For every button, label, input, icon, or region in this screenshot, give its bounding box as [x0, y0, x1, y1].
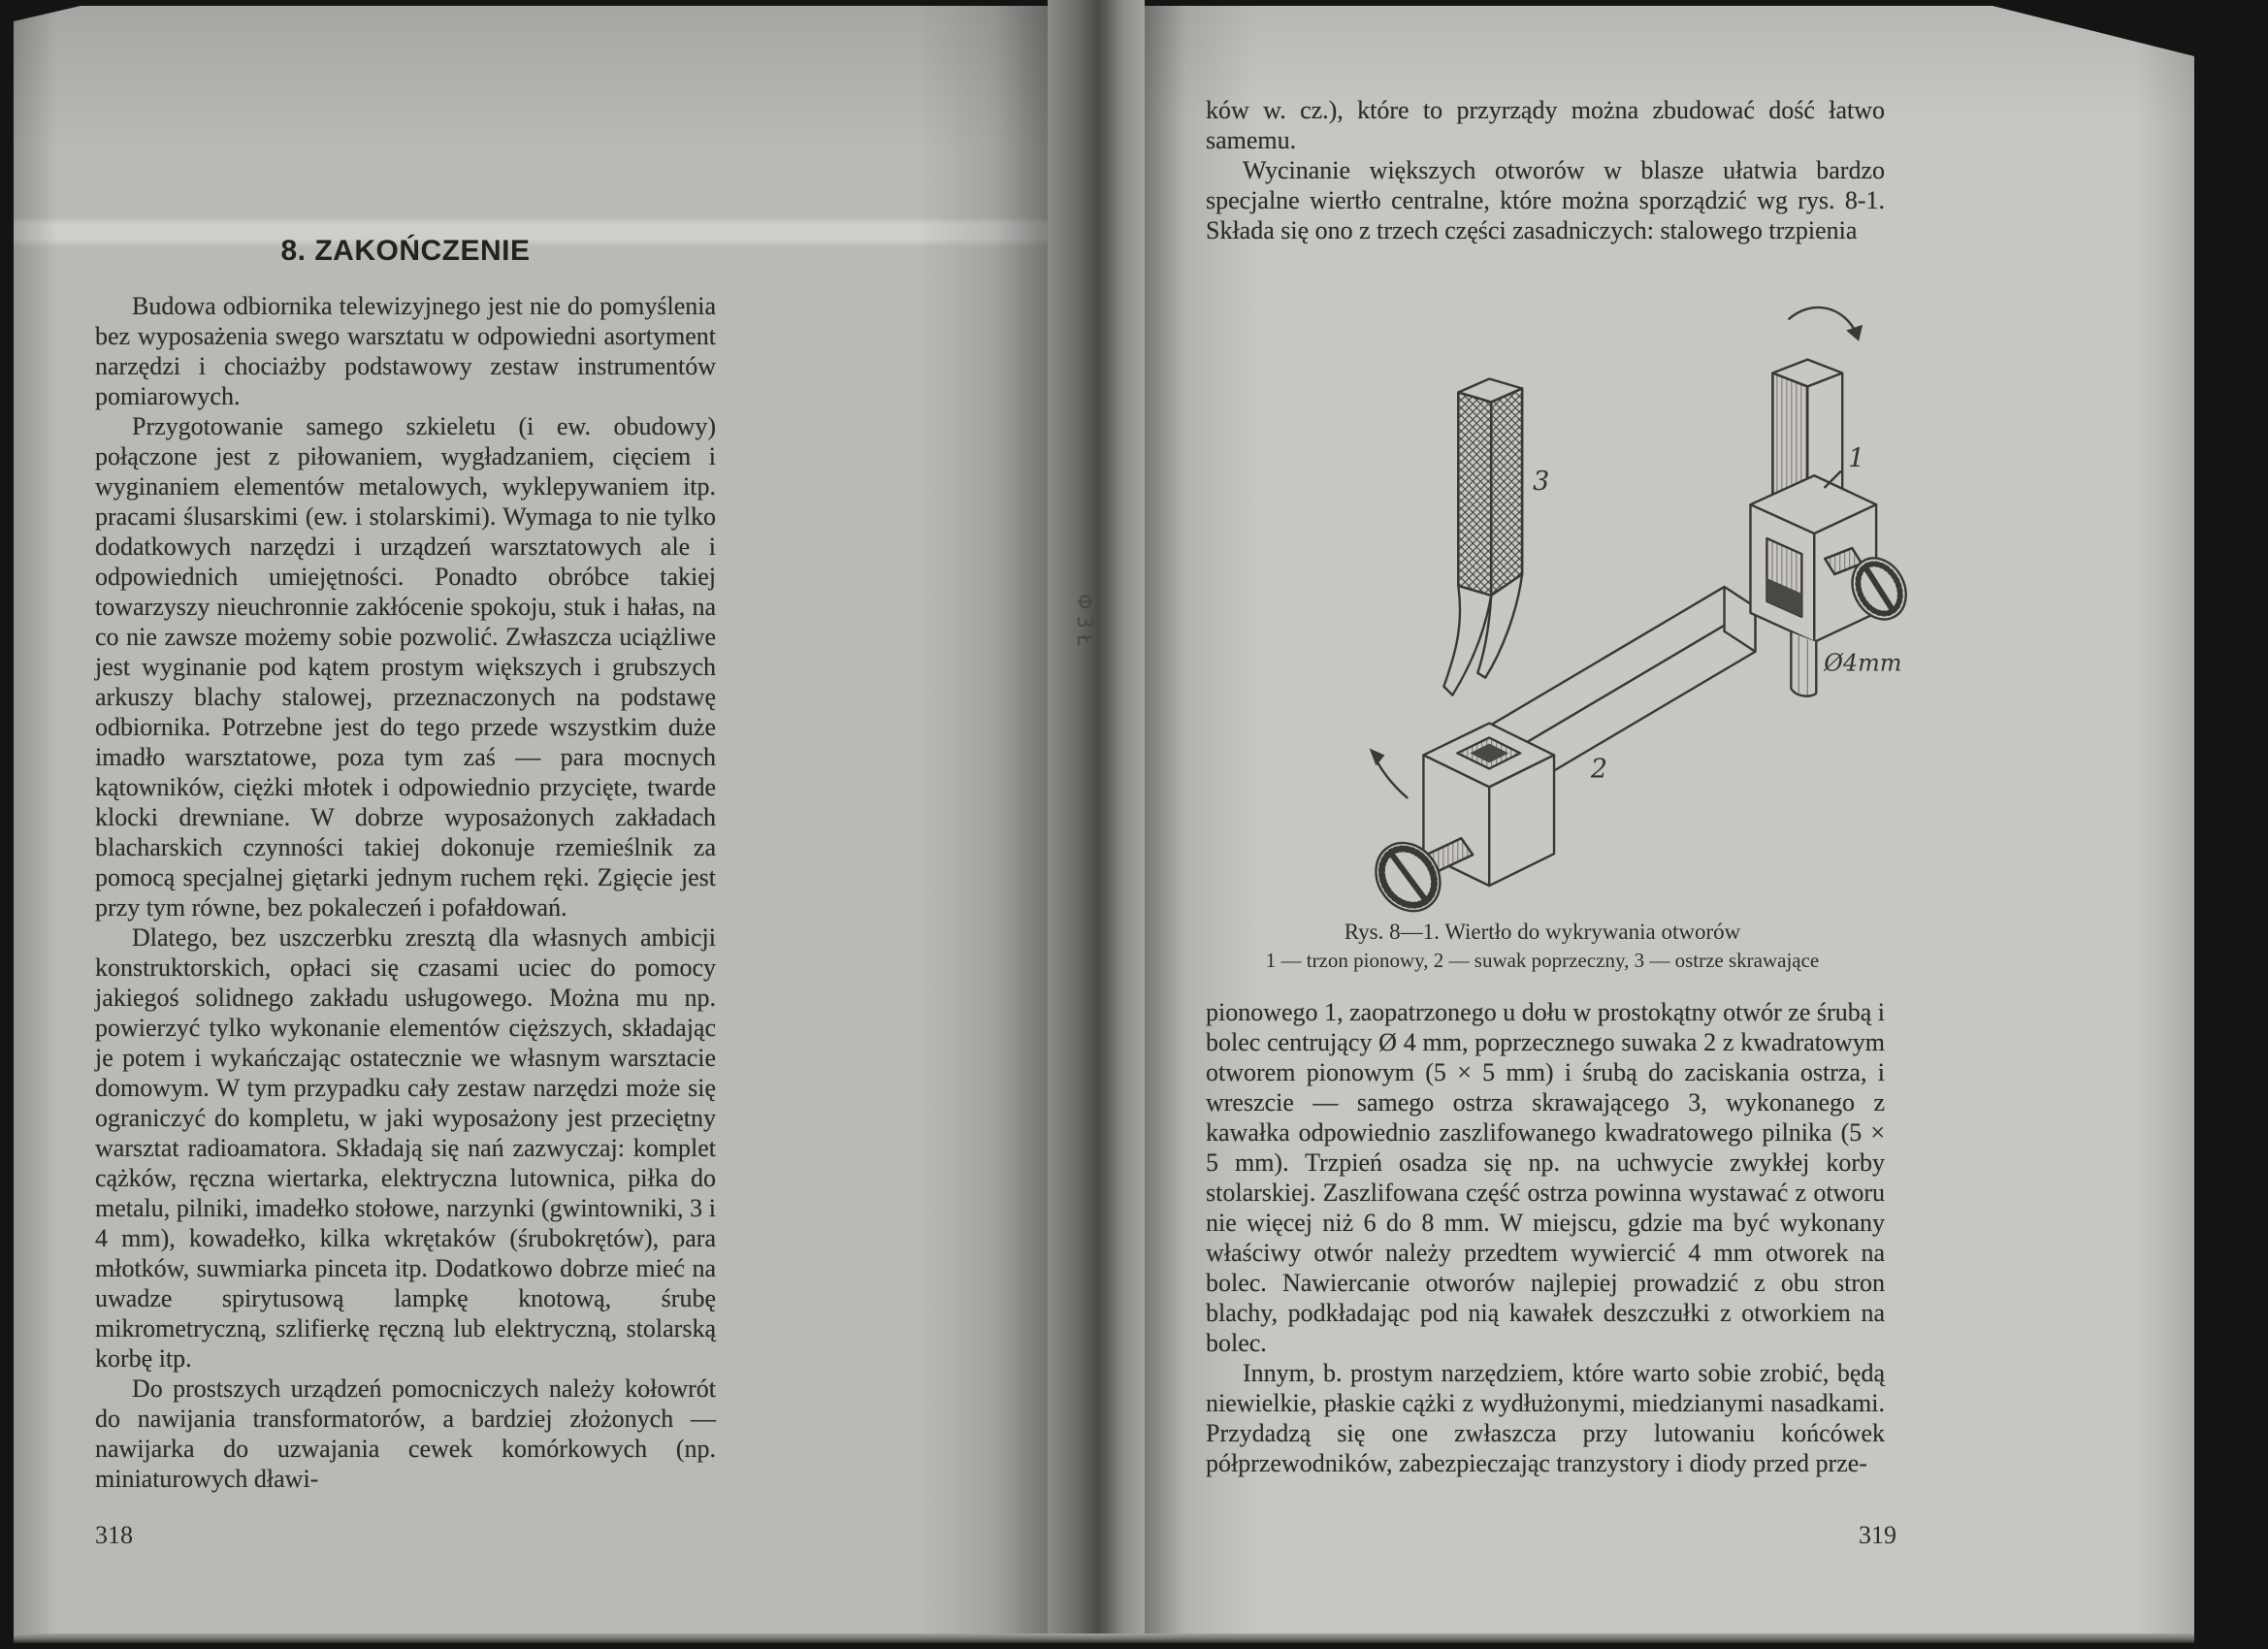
paragraph: Innym, b. prostym narzędziem, które warto sobie zrobić, będą niewielkie, płaskie cążki z wydłużonymi, miedzianymi nasadkami. Przydadzą się one zwłaszcza przy lutowaniu końcówek półprzewodników, zabezpieczając tranzystory i diody przed prze-	[1206, 1359, 1885, 1477]
figure-label-2: 2	[1590, 754, 1608, 785]
page-bottom-edge	[14, 1633, 2194, 1643]
figure-label-diameter: Ø4mm	[1824, 649, 1902, 677]
paragraph: pionowego 1, zaopatrzonego u dołu w prostokątny otwór ze śrubą i bolec centrujący Ø 4 mm, poprzecznego suwaka 2 z kwadratowym otworem pionowym (5 × 5 mm) i śrubą do zaciskania ostrza, i wreszcie — samego ostrza skrawającego 3, wykonanego z kawałka odpowiednio zaszlifowanego kwadratowego pilnika (5 × 5 mm). Trzpień osadza się np. na uchwycie zwykłej korby stolarskiej. Zaszlifowana część ostrza powinna wystawać z otworu nie więcej niż 6 do 8 mm. W miejscu, gdzie ma być wykonany właściwy otwór należy przedtem wywiercić 4 mm otworek na bolec. Nawiercanie otworów najlepiej prowadzić z obu stron blachy, podkładając pod nią kawałek deszczułki z otworkiem na bolec.	[1206, 998, 1885, 1357]
figure-label-1: 1	[1848, 443, 1865, 474]
left-page	[14, 6, 1048, 1633]
paragraph: Budowa odbiornika telewizyjnego jest nie do pomyślenia bez wyposażenia swego warsztatu w odpowiedni asortyment narzędzi i chociażby podstawowy zestaw instrumentów pomiarowych.	[95, 292, 716, 410]
chapter-heading: 8. ZAKOŃCZENIE	[280, 235, 531, 267]
book-spine	[1048, 0, 1145, 1641]
leader-arrow	[1375, 756, 1408, 797]
paragraph: Do prostszych urządzeń pomocniczych należy kołowrót do nawijania transformatorów, a bardziej złożonych — nawijarka do uzwajania cewek komórkowych (np. miniaturowych dławi-	[95, 1374, 716, 1493]
rotation-arrow	[1789, 307, 1856, 333]
paragraph: Przygotowanie samego szkieletu (i ew. obudowy) połączone jest z piłowaniem, wygładzaniem, cięciem i wyginaniem elementów metalowych, wyklepywaniem itp. pracami ślusarskimi (ew. i stolarskimi). Wymaga to nie tylko dodatkowych narzędzi i urządzeń warsztatowych ale i odpowiednich umiejętności. Ponadto obróbce takiej towarzyszy nieuchronnie zakłócenie spokoju, stuk i hałas, na co nie zawsze możemy sobie pozwolić. Zwłaszcza uciążliwe jest wyginanie pod kątem prostym większych i grubszych arkuszy blachy stalowej, przeznaczonych na podstawę odbiornika. Potrzebne jest do tego przede wszystkim duże imadło warsztatowe, poza tym zaś — para mocnych kątowników, ciężki młotek i odpowiednio przycięte, twarde klocki drewniane. W dobrze wyposażonych zakładach blacharskich czynności takiej dokonuje rzemieślnik za pomocą specjalnej giętarki jednym ruchem ręki. Zgięcie jest przy tym równe, bez pokaleczeń i pofałdowań.	[95, 412, 716, 922]
page-number-right: 319	[1859, 1521, 1896, 1549]
right-page-bottom-text	[1206, 997, 1885, 1478]
figure-8-1-drawing	[1193, 218, 1940, 915]
figure-label-3: 3	[1533, 467, 1550, 498]
figure-part3-cutting-blade	[1443, 379, 1522, 695]
figure-caption	[1183, 918, 1901, 974]
centering-pin	[1791, 632, 1816, 696]
figure-part1-vertical-shank	[1750, 307, 1916, 696]
left-page-text-column	[95, 235, 716, 1494]
gutter-mark: Φ3Ł	[1073, 594, 1096, 652]
right-page	[1145, 6, 2194, 1633]
figure-part2-cross-slider	[1363, 587, 1755, 915]
figure-caption-title: Rys. 8—1. Wiertło do wykrywania otworów	[1344, 920, 1741, 944]
paragraph: ków w. cz.), które to przyrządy można zbudować dość łatwo samemu.	[1206, 96, 1885, 154]
figure-8-1	[1193, 218, 1940, 915]
page-number-left: 318	[95, 1521, 133, 1549]
figure-caption-legend: 1 — trzon pionowy, 2 — suwak poprzeczny, 3 — ostrze skrawające	[1265, 949, 1820, 972]
paragraph: Dlatego, bez uszczerbku zresztą dla własnych ambicji konstruktorskich, opłaci się czasami uciec do pomocy jakiegoś solidnego zakładu usługowego. Można mu np. powierzyć tylko wykonanie elementów cięższych, składając je potem i wykańczając ostatecznie we własnym warsztacie domowym. W tym przypadku cały zestaw narzędzi może się ograniczyć do kompletu, w jaki wyposażony jest przeciętny warsztat radioamatora. Składają się nań zazwyczaj: komplet cążków, ręczna wiertarka, elektryczna lutownica, piłka do metalu, pilniki, imadełko stołowe, narzynki (gwintowniki, 3 i 4 mm), kowadełko, kilka wkrętaków (śrubokrętów), para młotków, suwmiarka pinceta itp. Dodatkowo dobrze mieć na uwadze spirytusową lampkę knotową, śrubę mikrometryczną, szlifierkę ręczną lub elektryczną, stolarską korbę itp.	[95, 923, 716, 1373]
paragraph: Wycinanie większych otworów w blasze ułatwia bardzo specjalne wiertło centralne, które można sporządzić wg rys. 8-1. Składa się ono z trzech części zasadniczych: stalowego trzpienia	[1206, 156, 1885, 244]
